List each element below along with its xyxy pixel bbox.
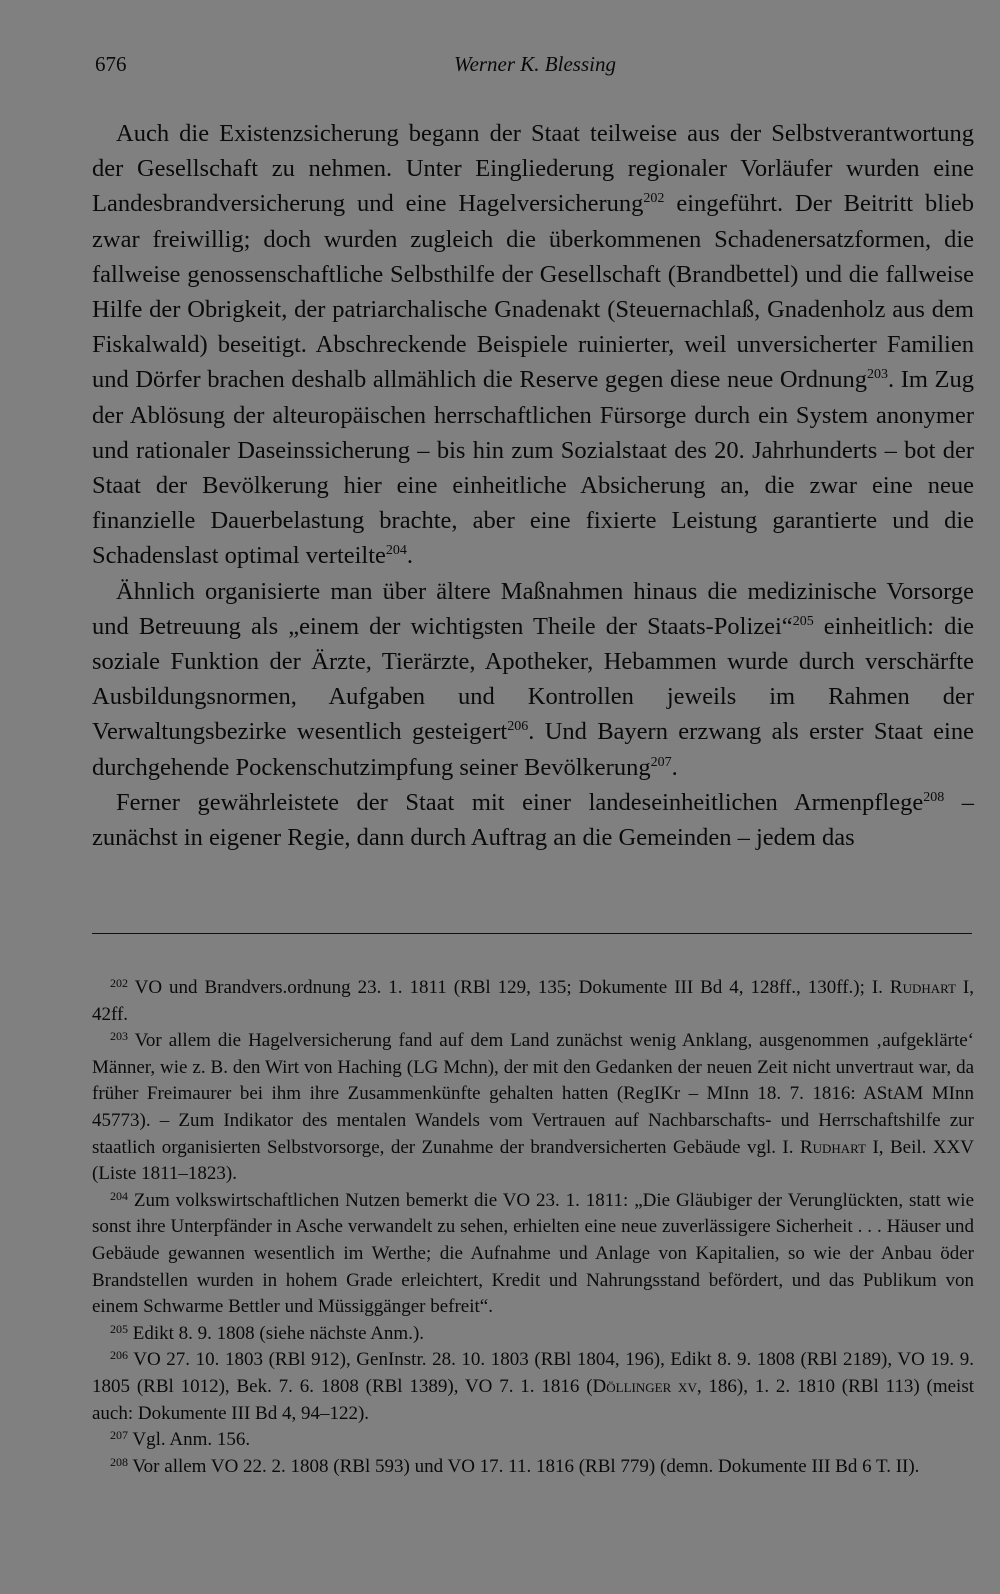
paragraph: Auch die Existenzsicherung begann der Staat teilweise aus der Selbstverantwortung der Gesellschaft zu nehmen. Unter Eingliederung regionaler Vorläufer wurden eine Landesbrandversicherung und eine Hagelversicherung$^{202}$ eingeführt. Der Beitritt blieb zwar freiwillig; doch wurden zugleich die überkommenen Schadenersatzformen, die fallweise genossenschaftliche Selbsthilfe der Gesellschaft (Brandbettel) und die fallweise Hilfe der Obrigkeit, der patriarchalische Gnadenakt (Steuernachlaß, Gnadenholz aus dem Fiskalwald) beseitigt. Abschreckende Beispiele ruinierter, weil unversicherter Familien und Dörfer brachen deshalb allmählich die Reserve gegen diese neue Ordnung$^{203}$. Im Zug der Ablösung der alteuropäischen herrschaftlichen Fürsorge durch ein System anonymer und rationaler Daseinssicherung – bis hin zum Sozialstaat des 20. Jahrhunderts – bot der Staat der Bevölkerung hier eine einheitliche Absicherung an, die zwar eine neue finanzielle Dauerbelastung brachte, aber eine fixierte Leistung garantierte und die Schadenslast optimal verteilte$^{204}$.: [92, 120, 974, 570]
running-head: Werner K. Blessing: [454, 52, 616, 76]
footnote-ref[interactable]: 207: [650, 754, 672, 770]
paragraph: Ähnlich organisierte man über ältere Maßnahmen hinaus die medizinische Vorsorge und Betreuung als „einem der wichtigsten Theile der Staats-Polizei“$^{205}$ einheitlich: die soziale Funktion der Ärzte, Tierärzte, Apotheker, Hebammen wurde durch verschärfte Ausbildungsnormen, Aufgaben und Kontrollen jeweils im Rahmen der Verwaltungsbezirke wesentlich gesteigert$^{206}$. Und Bayern erzwang als erster Staat eine durchgehende Pockenschutzimpfung seiner Bevölkerung$^{207}$.: [92, 577, 974, 781]
footnote: $^{206}$ VO 27. 10. 1803 (RBl 912), GenInstr. 28. 10. 1803 (RBl 1804, 196), Edikt 8. 9. 1808 (RBl 2189), VO 19. 9. 1805 (RBl 1012), Bek. 7. 6. 1808 (RBl 1389), VO 7. 1. 1816 (Döllinger xv, 186), 1. 2. 1810 (RBl 113) (meist auch: Dokumente III Bd 4, 94–122).: [92, 1348, 974, 1424]
footnote-ref[interactable]: 203: [866, 367, 888, 383]
footnote: $^{208}$ Vor allem VO 22. 2. 1808 (RBl 593) und VO 17. 11. 1816 (RBl 779) (demn. Dokumente III Bd 6 T. II).: [110, 1454, 920, 1477]
footnote-ref[interactable]: 206: [507, 719, 529, 735]
footnote: $^{207}$ Vgl. Anm. 156.: [110, 1428, 251, 1451]
footnote-ref[interactable]: 204: [385, 543, 407, 559]
footnote: $^{205}$ Edikt 8. 9. 1808 (siehe nächste Anm.).: [110, 1321, 425, 1344]
footnote: $^{203}$ Vor allem die Hagelversicherung fand auf dem Land zunächst wenig Anklang, ausgenommen ‚aufgeklärte‘ Männer, wie z. B. den Wirt von Haching (LG Mchn), der mit den Gedanken der neuen Zeit nicht unvertraut war, da früher Freimaurer bei ihm ihre Zusammenkünfte gehalten hatten (RegIKr – MInn 18. 7. 1816: AStAM MInn 45773). – Zum Indikator des mentalen Wandels vom Vertrauen auf Nachbarschafts- und Herrschaftshilfe zur staatlich organisierten Selbstvorsorge, der Zunahme der brandversicherten Gebäude vgl. I. Rudhart I, Beil. XXV (Liste 1811–1823).: [92, 1029, 974, 1185]
footnote-ref[interactable]: 208: [923, 789, 945, 805]
footnote-ref[interactable]: 202: [643, 191, 665, 207]
footnote: $^{202}$ VO und Brandvers.ordnung 23. 1. 1811 (RBl 129, 135; Dokumente III Bd 4, 128ff., 130ff.); I. Rudhart I, 42ff.: [92, 976, 975, 1025]
footnote-divider: [92, 933, 972, 934]
footnotes: [92, 975, 974, 1480]
main-text: [92, 116, 974, 855]
page-header: [95, 52, 975, 82]
footnote-ref[interactable]: 205: [792, 613, 814, 629]
footnote: $^{204}$ Zum volkswirtschaftlichen Nutzen bemerkt die VO 23. 1. 1811: „Die Gläubiger der Verunglückten, statt wie sonst ihre Unterpfänder in Asche verwandelt zu sehen, erhielten eine neue zuverlässigere Sicherheit . . . Häuser und Gebäude gewannen wesentlich im Werthe; die Aufnahme und Anlage von Kapitalien, so wie der Anbau öder Brandstellen wurden in hohem Grade erleichtert, Kredit und Nahrungsstand befördert, und das Publikum von einem Schwarme Bettler und Müssiggänger befreit“.: [92, 1188, 974, 1318]
page-number: 676: [95, 52, 127, 76]
paragraph: Ferner gewährleistete der Staat mit einer landeseinheitlichen Armenpflege$^{208}$ – zunächst in eigener Regie, dann durch Auftrag an die Gemeinden – jedem das: [92, 788, 975, 852]
